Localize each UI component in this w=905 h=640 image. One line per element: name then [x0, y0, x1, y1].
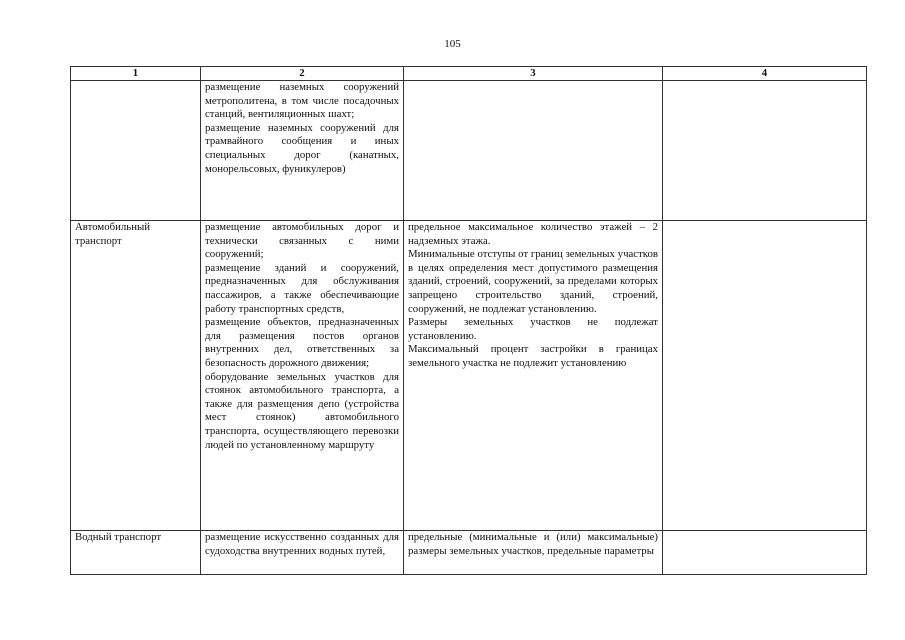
column-header-1: 1 — [71, 67, 201, 81]
table-cell-restrictions — [663, 531, 867, 575]
table-cell-use-description — [201, 221, 404, 531]
list-item: размещение наземных сооружений метрополитена, в том числе посадочных станций, вентиляционных шахт; — [205, 81, 399, 121]
table-cell-use-description — [201, 81, 404, 221]
table-row — [71, 81, 867, 221]
table-row — [71, 531, 867, 575]
table-cell-parameters — [404, 531, 663, 575]
list-item: оборудование земельных участков для стоянок автомобильного транспорта, а также для размещения депо (устройства мест стоянок) автомобильного транспорта, осуществляющего перевозки людей по установленному маршруту — [205, 370, 399, 451]
table-row — [71, 221, 867, 531]
table-cell-use-type: Автомобильный транспорт — [71, 221, 201, 531]
column-header-4: 4 — [663, 67, 867, 81]
table-cell-parameters — [404, 81, 663, 221]
table-cell-restrictions — [663, 81, 867, 221]
list-item: размещение искусственно созданных для судоходства внутренних водных путей, — [205, 531, 399, 557]
list-item: размещение объектов, предназначенных для размещения постов органов внутренних дел, ответственных за безопасность дорожного движения; — [205, 316, 399, 369]
table-cell-parameters — [404, 221, 663, 531]
list-item: размещение зданий и сооружений, предназначенных для обслуживания пассажиров, а также обеспечивающие работу транспортных средств, — [205, 261, 399, 315]
column-header-3: 3 — [404, 67, 663, 81]
list-item: Максимальный процент застройки в границах земельного участка не подлежит установлению — [408, 343, 658, 369]
table-cell-restrictions — [663, 221, 867, 531]
header-row — [71, 67, 867, 81]
table-cell-use-description — [201, 531, 404, 575]
table-cell-use-type: Водный транспорт — [71, 531, 201, 575]
list-item: Минимальные отступы от границ земельных участков в целях определения мест допустимого размещения зданий, строений, сооружений, за пределами которых запрещено строительство зданий, строений, сооружений, не подлежат установлению. — [408, 248, 658, 315]
list-item: размещение автомобильных дорог и технически связанных с ними сооружений; — [205, 221, 399, 261]
list-item: предельное максимальное количество этажей – 2 надземных этажа. — [408, 221, 658, 247]
list-item: размещение наземных сооружений для трамвайного сообщения и иных специальных дорог (канатных, монорельсовых, фуникулеров) — [205, 121, 399, 175]
regulations-table — [70, 66, 867, 575]
list-item: предельные (минимальные и (или) максимальные) размеры земельных участков, предельные параметры — [408, 531, 658, 557]
list-item: Размеры земельных участков не подлежат установлению. — [408, 316, 658, 342]
column-header-2: 2 — [201, 67, 404, 81]
page-number: 105 — [444, 38, 461, 50]
table-cell-use-type — [71, 81, 201, 221]
